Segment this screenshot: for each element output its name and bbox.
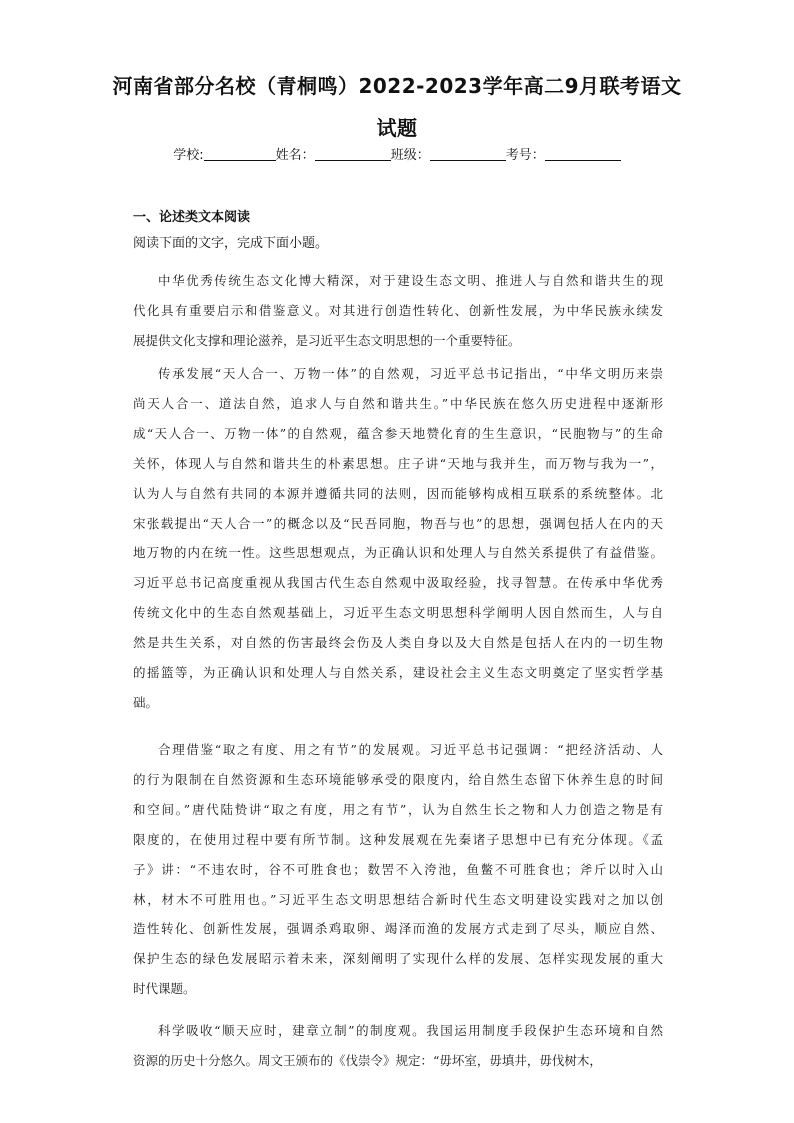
name-label: 姓名： (275, 148, 315, 163)
passage-line: 科学吸收“顺天应时，建章立制”的制度观。我国运用制度手段保护生态环境和自然 (158, 1023, 663, 1038)
class-field[interactable] (430, 147, 506, 161)
passage-line: 中华优秀传统生态文化博大精深，对于建设生态文明、推进人与自然和谐共生的现 (158, 273, 663, 288)
passage-line: 尚天人合一、道法自然，追求人与自然和谐共生。”中华民族在悠久历史进程中逐渐形 (133, 396, 663, 411)
passage-line: 代化具有重要启示和借鉴意义。对其进行创造性转化、创新性发展，为中华民族永续发 (133, 303, 663, 318)
passage-line: 地万物的内在统一性。这些思想观点，为正确认识和处理人与自然关系提供了有益借鉴。 (133, 545, 663, 560)
passage-line: 造性转化、创新性发展，强调杀鸡取卵、竭泽而渔的发展方式走到了尽头，顺应自然、 (133, 921, 663, 936)
exam-no-field[interactable] (545, 147, 621, 161)
passage-line: 子》讲：“不违农时，谷不可胜食也；数罟不入洿池，鱼鳖不可胜食也；斧斤以时入山 (133, 862, 663, 877)
passage-line: 的行为限制在自然资源和生态环境能够承受的限度内，给自然生态留下休养生息的时间 (133, 772, 663, 787)
passage-line: 宋张载提出“天人合一”的概念以及“民吾同胞，物吾与也”的思想，强调包括人在内的天 (133, 516, 663, 531)
passage-line: 然是共生关系，对自然的伤害最终会伤及人类自身以及大自然是包括人在内的一切生物 (133, 635, 663, 650)
class-label: 班级： (390, 148, 430, 163)
document-title: 河南省部分名校（青桐鸣）2022-2023学年高二9月联考语文 (112, 74, 682, 98)
passage-line: 保护生态的绿色发展昭示着未来，深刻阐明了实现什么样的发展、怎样实现发展的重大 (133, 951, 663, 966)
passage-line: 认为人与自然有共同的本源并遵循共同的法则，因而能够构成相互联系的系统整体。北 (133, 486, 663, 501)
passage-line: 习近平总书记高度重视从我国古代生态自然观中汲取经验，找寻智慧。在传承中华优秀 (133, 575, 663, 590)
document-title-continued: 试题 (376, 116, 418, 140)
passage-line: 础。 (133, 695, 159, 710)
name-field[interactable] (315, 147, 391, 161)
passage-line: 传统文化中的生态自然观基础上，习近平生态文明思想科学阐明人因自然而生，人与自 (133, 605, 663, 620)
passage-line: 合理借鉴“取之有度、用之有节”的发展观。习近平总书记强调：“把经济活动、人 (158, 742, 663, 757)
passage-line: 时代课题。 (133, 981, 196, 996)
passage-line: 林，材木不可胜用也。”习近平生态文明思想结合新时代生态文明建设实践对之加以创 (133, 892, 663, 907)
section-heading: 一、论述类文本阅读 (133, 210, 251, 225)
passage-line: 展提供文化支撑和理论滋养，是习近平生态文明思想的一个重要特征。 (133, 333, 521, 348)
student-info-row (0, 144, 794, 163)
passage-line: 资源的历史十分悠久。周文王颁布的《伐崇令》规定：“毋坏室，毋填井，毋伐树木， (133, 1053, 602, 1068)
school-field[interactable] (204, 147, 276, 161)
passage-line: 传承发展“天人合一、万物一体”的自然观，习近平总书记指出，“中华文明历来崇 (158, 366, 663, 381)
passage-line: 和空间。”唐代陆贽讲“取之有度，用之有节”，认为自然生长之物和人力创造之物是有 (133, 802, 663, 817)
passage-line: 的摇篮等，为正确认识和处理人与自然关系，建设社会主义生态文明奠定了坚实哲学基 (133, 665, 663, 680)
reading-instruction: 阅读下面的文字，完成下面小题。 (133, 236, 329, 251)
exam-no-label: 考号： (505, 148, 545, 163)
school-label: 学校: (173, 148, 204, 163)
passage-line: 成“天人合一、万物一体”的自然观，蕴含参天地赞化育的生生意识，“民胞物与”的生命 (133, 426, 663, 441)
passage-line: 限度的，在使用过程中要有所节制。这种发展观在先秦诸子思想中已有充分体现。《孟 (133, 832, 663, 847)
passage-line: 关怀，体现人与自然和谐共生的朴素思想。庄子讲“天地与我并生，而万物与我为一”， (133, 456, 663, 471)
